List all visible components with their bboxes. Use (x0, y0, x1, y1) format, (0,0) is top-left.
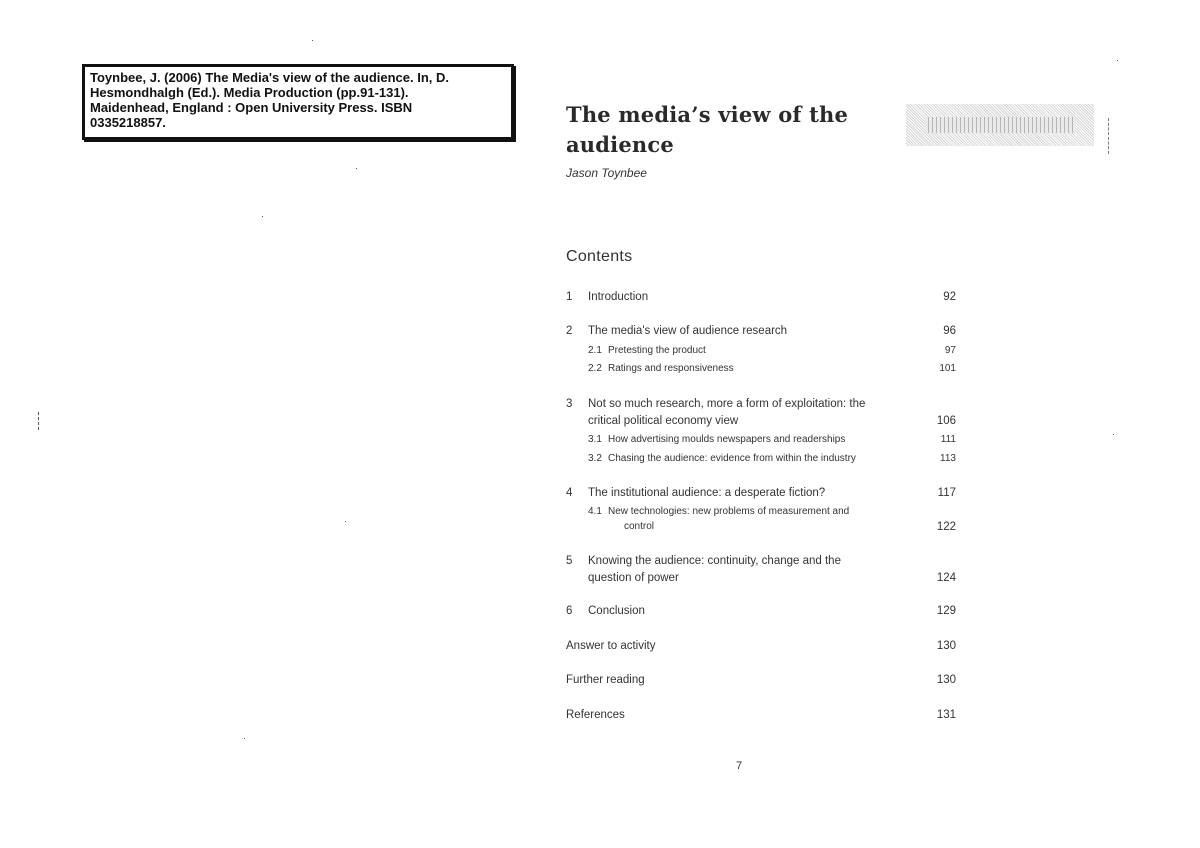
chapter-logo-image (906, 104, 1094, 146)
toc-entry-page: 101 (939, 363, 956, 374)
toc-entry-text: The media's view of audience research (588, 325, 788, 337)
citation-line: Toynbee, J. (2006) The Media's view of the audience. In, D. (90, 70, 449, 85)
toc-entry-text: Conclusion (588, 605, 645, 617)
toc-entry-number: 2 (566, 325, 573, 337)
toc-entry-page: 106 (936, 415, 956, 427)
scan-speck (1113, 434, 1114, 435)
toc-entry-text: New technologies: new problems of measurement and (608, 506, 850, 517)
toc-entry-text: Pretesting the product (608, 345, 706, 356)
toc-entry-page: 96 (943, 325, 956, 337)
citation-line: 0335218857. (90, 115, 166, 130)
chapter-title-line: audience (566, 132, 674, 157)
toc-entry-text: Knowing the audience: continuity, change and the (588, 555, 841, 567)
scan-mark (38, 412, 40, 430)
toc-entry-number: 4.1 (588, 506, 602, 517)
toc-entry-text: Not so much research, more a form of exploitation: the (588, 398, 866, 410)
toc-entry-text: Chasing the audience: evidence from within the industry (608, 453, 856, 464)
scan-speck (356, 168, 357, 169)
scan-speck (312, 40, 313, 41)
toc-entry-number: 2.2 (588, 363, 602, 374)
toc-entry-number: 2.1 (588, 345, 602, 356)
toc-entry-page: 97 (944, 345, 956, 356)
scan-speck (1117, 60, 1118, 61)
toc-entry-text: How advertising moulds newspapers and readerships (608, 434, 846, 445)
toc-entry-number: 3.2 (588, 453, 602, 464)
toc-entry-number: 4 (566, 487, 573, 499)
toc-entry-page: 92 (943, 291, 956, 303)
author-name: Jason Toynbee (566, 166, 647, 180)
scan-mark (1108, 118, 1110, 154)
toc-entry-page: 111 (940, 434, 956, 445)
toc-entry-page: 129 (936, 605, 956, 617)
toc-entry-text: The institutional audience: a desperate fiction? (588, 487, 826, 499)
toc-entry-number: 5 (566, 555, 573, 567)
toc-entry-text: critical political economy view (588, 415, 739, 427)
toc-entry-page: 117 (937, 487, 956, 499)
toc-entry-text: Further reading (566, 674, 645, 686)
citation-line: Maidenhead, England : Open University Press. ISBN (90, 100, 413, 115)
toc-entry-text: Ratings and responsiveness (608, 363, 734, 374)
toc-entry-number: 3 (566, 398, 573, 410)
scan-speck (262, 216, 263, 217)
toc-entry-number: 1 (566, 291, 573, 303)
toc-entry-page: 130 (936, 640, 956, 652)
toc-entry-text: Answer to activity (566, 640, 656, 652)
toc-entry-number: 3.1 (588, 434, 602, 445)
logo-pattern (925, 117, 1075, 133)
toc-entry-text: control (624, 521, 655, 532)
toc-entry-text: question of power (588, 572, 679, 584)
citation-box (82, 64, 514, 140)
toc-entry-page: 124 (936, 572, 956, 584)
toc-entry-page: 130 (936, 674, 956, 686)
citation-line: Hesmondhalgh (Ed.). Media Production (pp.91-131). (90, 85, 409, 100)
toc-entry-page: 122 (936, 521, 956, 533)
contents-heading: Contents (566, 248, 633, 265)
toc-entry-text: References (566, 709, 625, 721)
page-mark: 7 (736, 760, 743, 772)
toc-entry-text: Introduction (588, 291, 649, 303)
chapter-title (566, 100, 886, 160)
scan-speck (345, 521, 346, 522)
toc-entry-number: 6 (566, 605, 573, 617)
scan-speck (244, 738, 245, 739)
toc-entry-page: 113 (940, 453, 956, 464)
toc-entry-page: 131 (936, 709, 956, 721)
chapter-title-line: The media’s view of the (566, 102, 849, 127)
